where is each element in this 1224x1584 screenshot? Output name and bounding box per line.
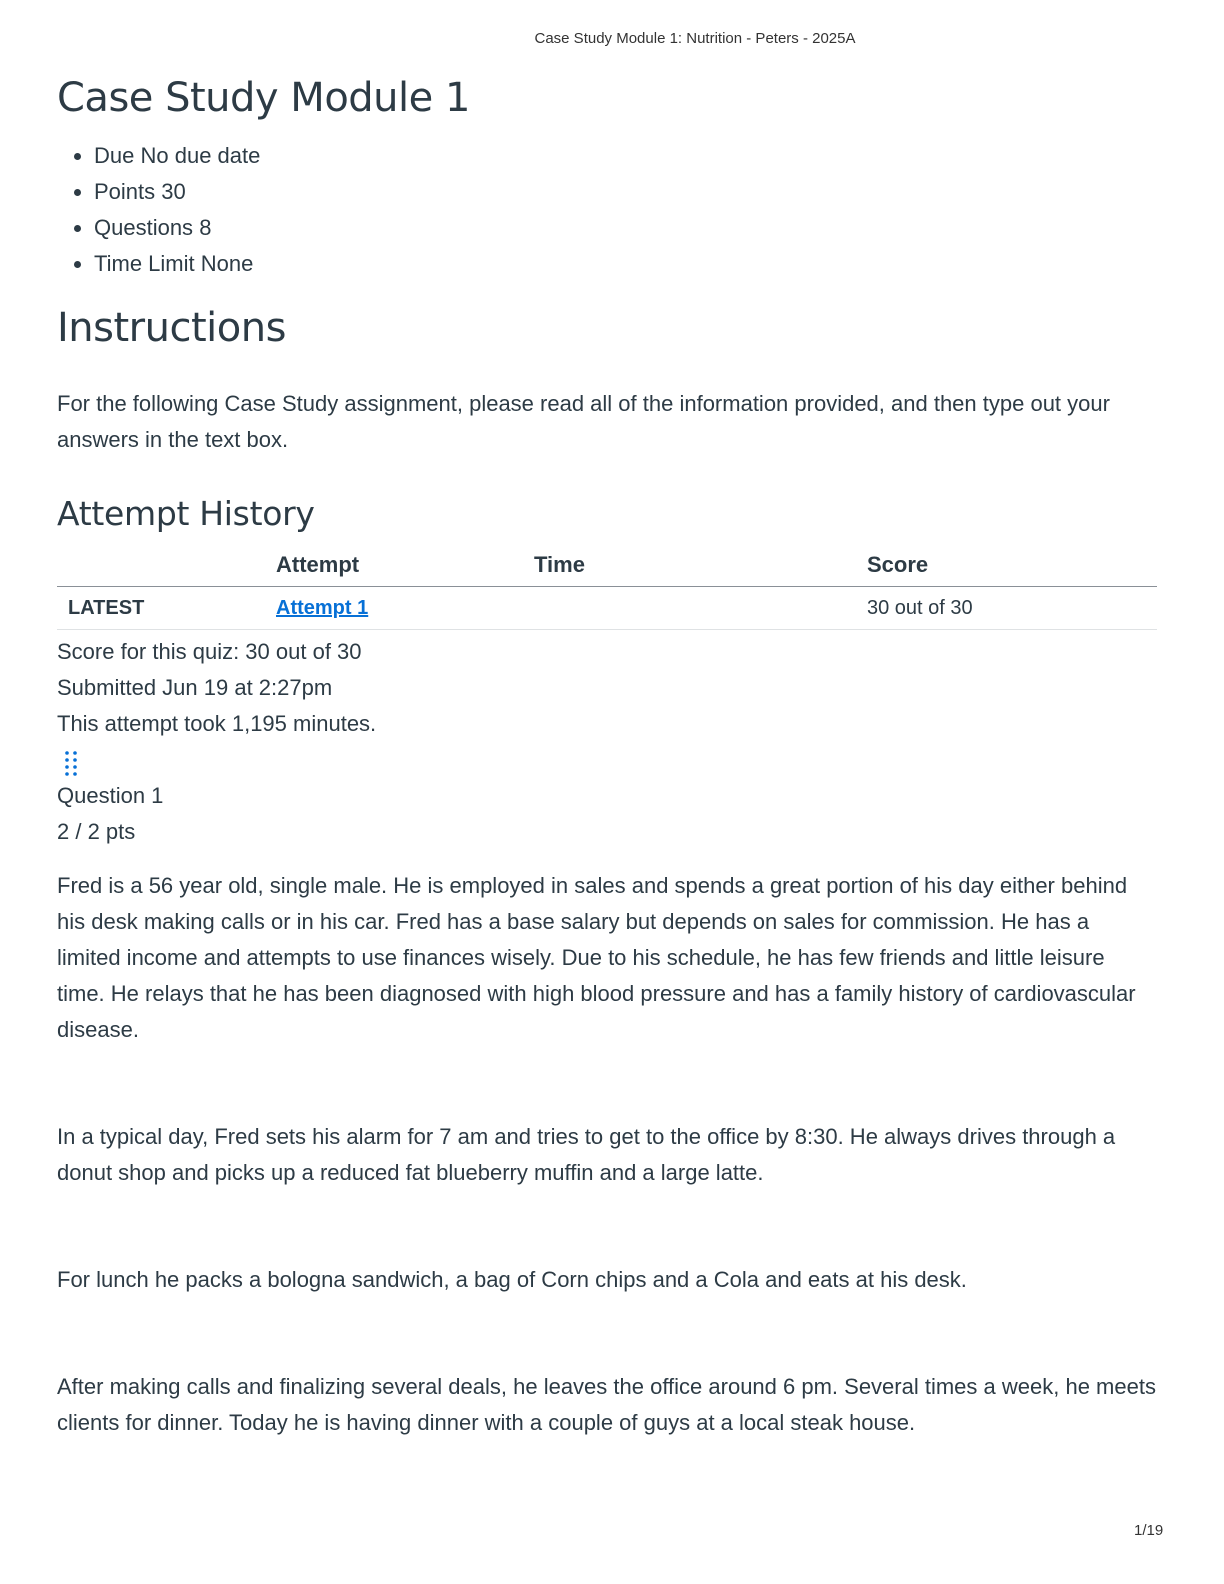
question-paragraph: For lunch he packs a bologna sandwich, a bag of Corn chips and a Cola and eats at his desk. xyxy=(57,1267,967,1292)
attempt-1-link[interactable]: Attempt 1 xyxy=(276,597,369,619)
meta-label: Points xyxy=(94,179,156,204)
meta-label: Due xyxy=(94,143,135,168)
meta-due xyxy=(94,138,1157,174)
question-paragraph: In a typical day, Fred sets his alarm for 7 am and tries to get to the office by 8:30. He always drives through a donut shop and picks up a reduced fat blueberry muffin and a large latte. xyxy=(57,1124,1116,1185)
question-paragraph: Fred is a 56 year old, single male. He is employed in sales and spends a great portion of his day either behind his desk making calls or in his car. Fred has a base salary but depends on sales for commission. He has a limited income and attempts to use finances wisely. Due to his schedule, he has few friends and little leisure time. He relays that he has been diagnosed with high blood pressure and has a family history of cardiovascular disease. xyxy=(57,873,1136,1042)
table-row xyxy=(57,587,1157,630)
print-header: Case Study Module 1: Nutrition - Peters - 2025A xyxy=(534,30,856,47)
meta-points xyxy=(94,174,1157,210)
page-title: Case Study Module 1 xyxy=(57,75,470,121)
score-cell: 30 out of 30 xyxy=(867,587,1157,630)
meta-time-limit xyxy=(94,246,1157,282)
table-header-row xyxy=(57,546,1157,587)
question-points: 2 / 2 pts xyxy=(57,819,136,844)
attempt-cell xyxy=(276,587,534,630)
quiz-score: Score for this quiz: 30 out of 30 xyxy=(57,639,362,664)
meta-value: No due date xyxy=(140,143,261,168)
time-cell xyxy=(534,587,867,630)
question-paragraph: After making calls and finalizing several deals, he leaves the office around 6 pm. Several times a week, he meets clients for dinner. Today he is having dinner with a couple of guys at a local steak house. xyxy=(57,1374,1156,1435)
submitted-time: Submitted Jun 19 at 2:27pm xyxy=(57,675,333,700)
attempt-duration: This attempt took 1,195 minutes. xyxy=(57,711,377,736)
meta-label: Questions xyxy=(94,215,194,240)
instructions-text: For the following Case Study assignment, please read all of the information provided, and then type out your answers in the text box. xyxy=(57,391,1110,452)
column-header-attempt: Attempt xyxy=(276,546,534,587)
meta-value: 30 xyxy=(161,179,186,204)
attempt-history-heading: Attempt History xyxy=(57,494,315,533)
meta-label: Time Limit xyxy=(94,251,195,276)
column-header-blank xyxy=(57,546,276,587)
question-label: Question 1 xyxy=(57,783,164,808)
drag-handle-icon[interactable] xyxy=(61,748,81,778)
column-header-score: Score xyxy=(867,546,1157,587)
latest-tag: LATEST xyxy=(57,587,276,630)
column-header-time: Time xyxy=(534,546,867,587)
instructions-heading: Instructions xyxy=(57,305,286,351)
quiz-meta-list xyxy=(57,138,1157,282)
attempt-summary xyxy=(57,634,1157,742)
meta-value: None xyxy=(200,251,254,276)
meta-value: 8 xyxy=(199,215,212,240)
quiz-content xyxy=(57,72,1157,1441)
page-number: 1/19 xyxy=(1134,1522,1164,1539)
meta-questions xyxy=(94,210,1157,246)
question-body xyxy=(57,868,1157,1441)
attempt-history-table xyxy=(57,546,1157,630)
